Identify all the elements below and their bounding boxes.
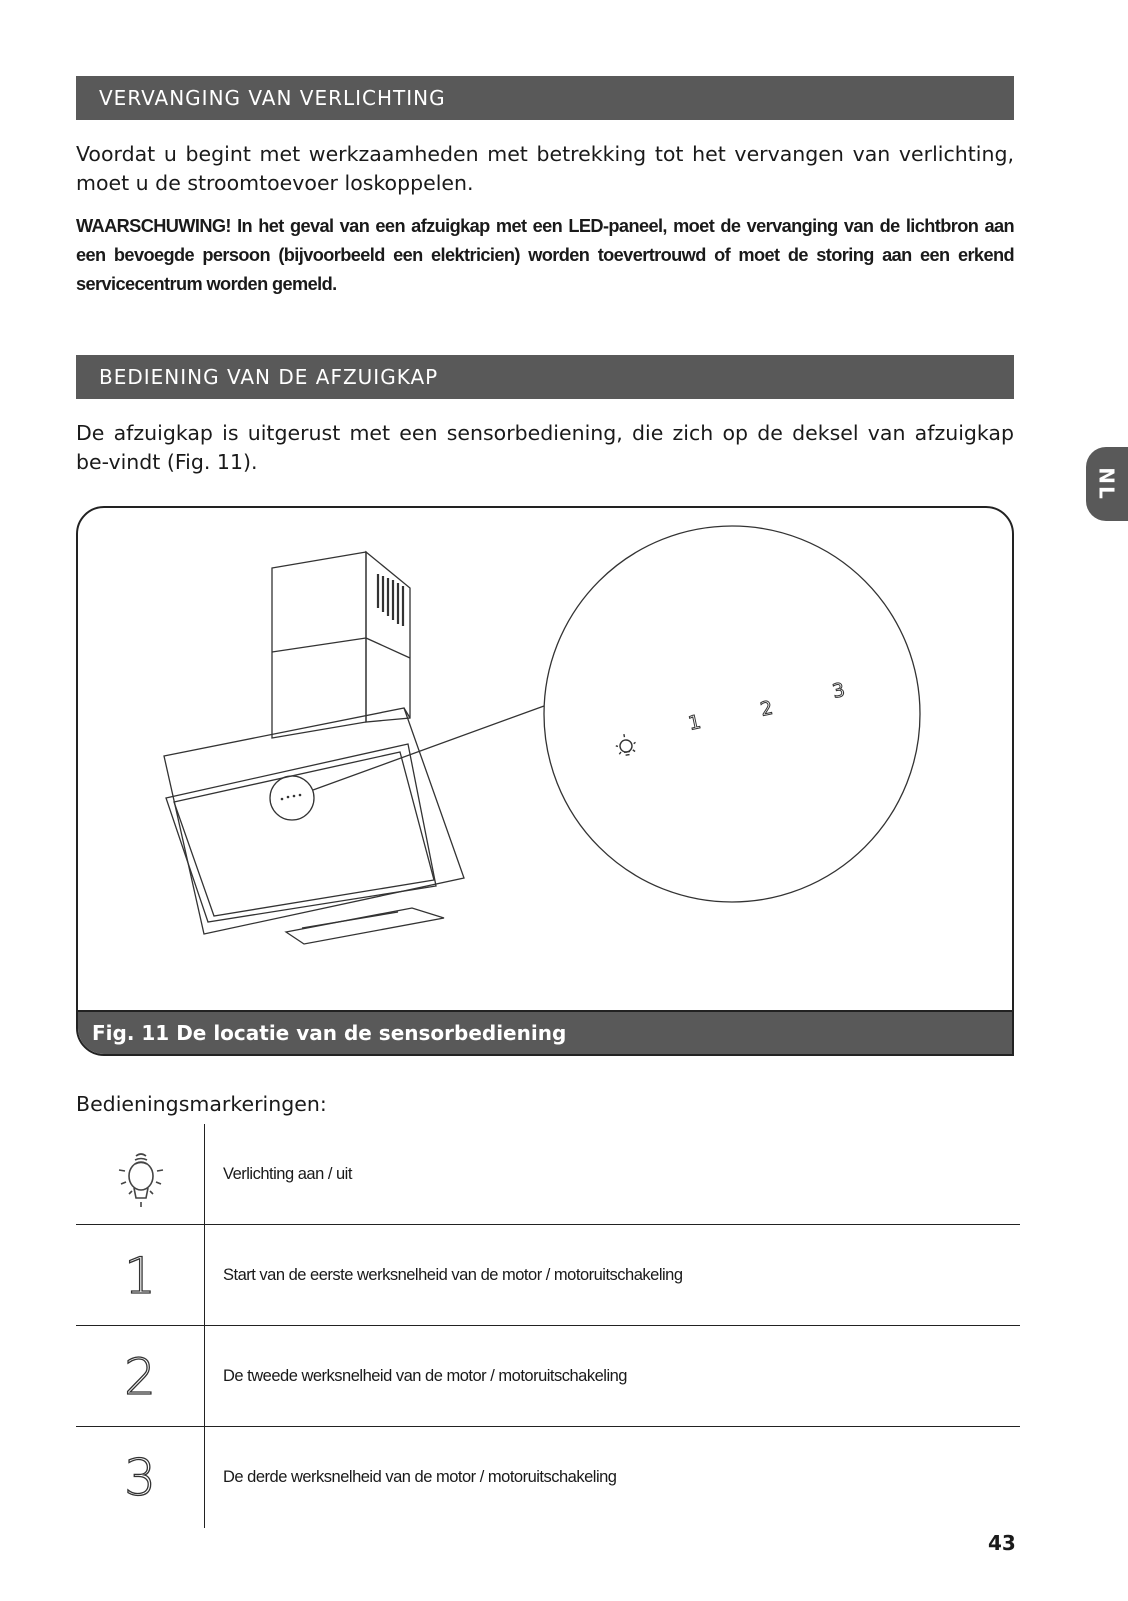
operation-intro-text: De afzuigkap is uitgerust met een sensorbediening, die zich op de deksel van afzuigkap be-vindt (Fig. 11). xyxy=(76,421,1014,474)
table-row xyxy=(76,1427,1020,1528)
hood-illustration xyxy=(78,508,1014,1014)
sensor-location-circle xyxy=(270,776,314,820)
row-description: Start van de eerste werksnelheid van de motor / motoruitschakeling xyxy=(223,1266,683,1284)
page-number: 43 xyxy=(988,1531,1016,1555)
speed-1-symbol: 1 xyxy=(124,1246,156,1305)
vent-grille xyxy=(378,574,403,626)
row-description: De derde werksnelheid van de motor / motoruitschakeling xyxy=(223,1468,617,1486)
figure-caption: Fig. 11 De locatie van de sensorbediening xyxy=(78,1010,1012,1054)
language-tab-label: NL xyxy=(1094,467,1119,501)
sensor-label-2: 2 xyxy=(758,696,775,721)
sensor-zoom-circle xyxy=(544,526,920,902)
figure-11 xyxy=(76,506,1014,1056)
warning-text: WAARSCHUWING! In het geval van een afzuigkap met een LED-paneel, moet de vervanging van de lichtbron aan een bevoegde persoon (bijvoorbeeld een elektricien) worden toevertrouwd of moet de storing aan een erkend servicecentrum worden gemeld. xyxy=(76,216,1014,294)
sensor-dots xyxy=(281,794,302,801)
row-description: Verlichting aan / uit xyxy=(223,1165,352,1183)
section-header-operation: BEDIENING VAN DE AFZUIGKAP xyxy=(76,355,1014,399)
chimney-side xyxy=(366,552,410,722)
row-icon-cell xyxy=(76,1326,204,1427)
speed-2-symbol: 2 xyxy=(124,1347,156,1406)
language-tab xyxy=(1086,447,1128,521)
lightbulb-icon xyxy=(105,1140,175,1210)
sensor-label-3: 3 xyxy=(830,678,847,703)
speed-3-symbol: 3 xyxy=(124,1448,156,1507)
table-row xyxy=(76,1326,1020,1427)
lightbulb-icon xyxy=(614,732,637,756)
section-header-lighting: VERVANGING VAN VERLICHTING xyxy=(76,76,1014,120)
table-row xyxy=(76,1225,1020,1326)
row-icon-cell xyxy=(76,1225,204,1326)
row-icon-cell xyxy=(76,1124,204,1225)
markings-table xyxy=(76,1124,1020,1528)
hood-underside xyxy=(286,908,444,944)
hood-glass-inner xyxy=(174,752,434,916)
row-description: De tweede werksnelheid van de motor / motoruitschakeling xyxy=(223,1367,627,1385)
row-icon-cell xyxy=(76,1427,204,1528)
lighting-intro-text: Voordat u begint met werkzaamheden met betrekking tot het vervangen van verlichting, moet u de stroomtoevoer loskoppelen. xyxy=(76,142,1014,195)
table-row xyxy=(76,1124,1020,1225)
markings-label: Bedieningsmarkeringen: xyxy=(76,1092,327,1116)
sensor-label-1: 1 xyxy=(686,710,703,735)
